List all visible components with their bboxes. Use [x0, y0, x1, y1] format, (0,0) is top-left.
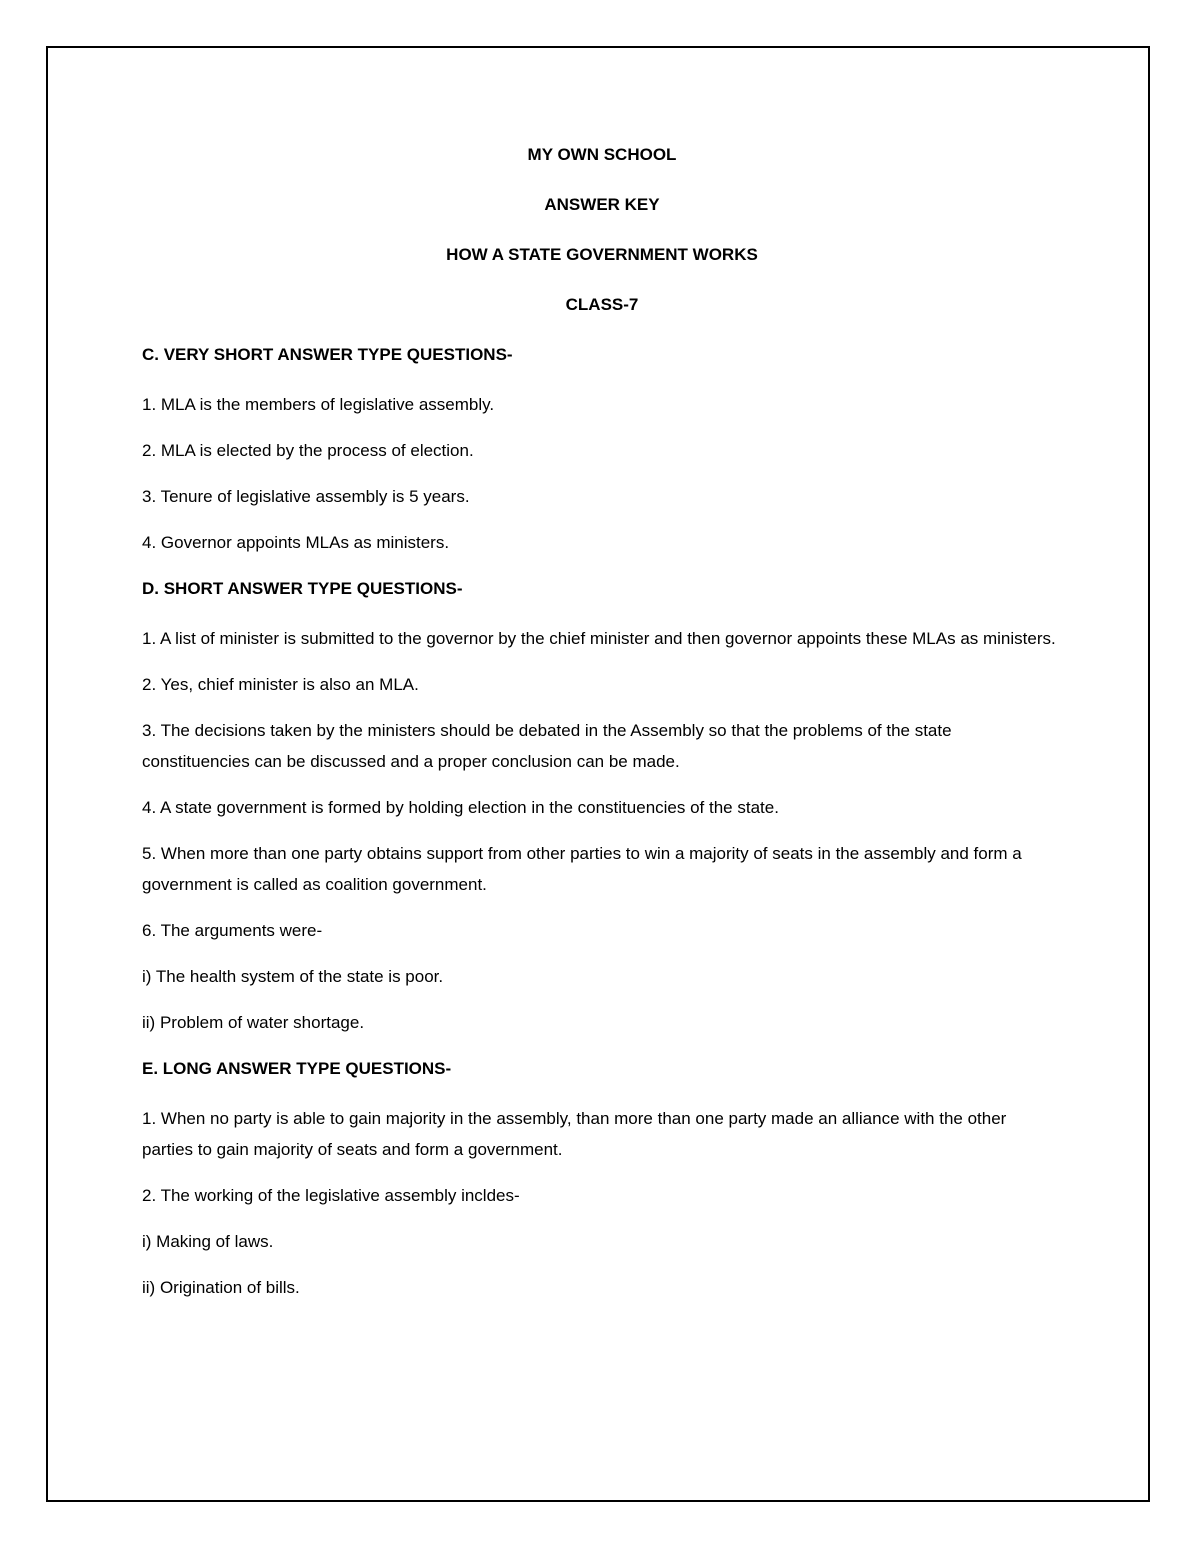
section-c-item: 3. Tenure of legislative assembly is 5 years. — [142, 487, 470, 506]
section-e-item: i) Making of laws. — [142, 1232, 274, 1251]
document-type: ANSWER KEY — [544, 195, 660, 214]
section-c-heading: C. VERY SHORT ANSWER TYPE QUESTIONS- — [142, 345, 513, 364]
section-d-item: 1. A list of minister is submitted to the governor by the chief minister and then governor appoints these MLAs as ministers. — [142, 629, 1056, 648]
section-e-item: 2. The working of the legislative assembly incldes- — [142, 1186, 520, 1205]
document-content — [142, 143, 1062, 1322]
section-d-item: ii) Problem of water shortage. — [142, 1013, 365, 1032]
school-name: MY OWN SCHOOL — [527, 145, 677, 164]
section-d-item: 5. When more than one party obtains support from other parties to win a majority of seats in the assembly and form a government is called as coalition government. — [142, 844, 1022, 894]
section-c-item: 1. MLA is the members of legislative assembly. — [142, 395, 495, 414]
section-d-item: 6. The arguments were- — [142, 921, 323, 940]
section-d-heading: D. SHORT ANSWER TYPE QUESTIONS- — [142, 579, 463, 598]
class-label: CLASS-7 — [565, 295, 639, 314]
chapter-title: HOW A STATE GOVERNMENT WORKS — [446, 245, 758, 264]
section-e-heading: E. LONG ANSWER TYPE QUESTIONS- — [142, 1059, 452, 1078]
section-d-item: 4. A state government is formed by holding election in the constituencies of the state. — [142, 798, 779, 817]
section-d-item: 2. Yes, chief minister is also an MLA. — [142, 675, 419, 694]
section-e-item: ii) Origination of bills. — [142, 1278, 300, 1297]
section-e-item: 1. When no party is able to gain majority in the assembly, than more than one party made an alliance with the other parties to gain majority of seats and form a government. — [142, 1109, 1007, 1159]
section-c-item: 2. MLA is elected by the process of election. — [142, 441, 474, 460]
section-d-item: i) The health system of the state is poor. — [142, 967, 444, 986]
section-d-item: 3. The decisions taken by the ministers should be debated in the Assembly so that the problems of the state constituencies can be discussed and a proper conclusion can be made. — [142, 721, 952, 771]
section-c-item: 4. Governor appoints MLAs as ministers. — [142, 533, 450, 552]
